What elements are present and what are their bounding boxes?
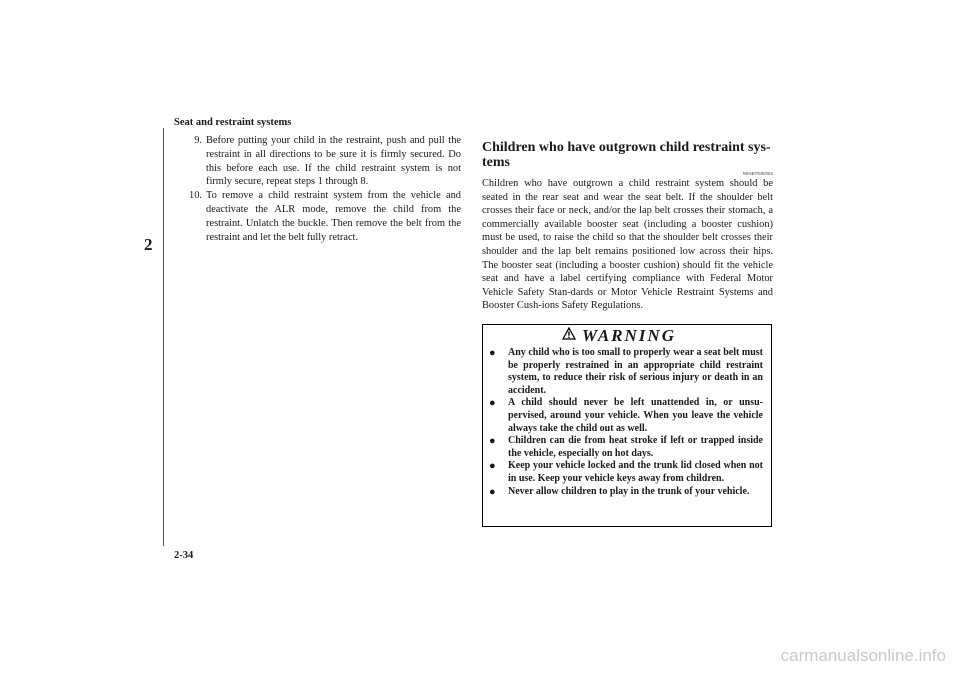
bullet-icon: ● xyxy=(489,347,496,359)
step-text: Before putting your child in the restraint, push and pull the restraint in all directions to be sure it is firmly secured. Do this before each use. If the child restraint system is not firmly secure, repeat steps 1 through 8. xyxy=(206,135,461,188)
warning-list xyxy=(483,347,771,498)
right-column xyxy=(482,140,773,313)
bullet-icon: ● xyxy=(489,397,496,410)
warning-item xyxy=(489,347,763,397)
warning-triangle-icon xyxy=(562,327,576,345)
step-number: 10. xyxy=(189,190,202,202)
warning-header xyxy=(475,325,763,347)
warning-item xyxy=(489,486,763,499)
left-column xyxy=(174,134,461,244)
section-code: N00407600504 xyxy=(742,171,773,176)
step-number: 9. xyxy=(194,135,202,146)
section-heading: Children who have outgrown child restraint sys-tems xyxy=(482,140,771,170)
chapter-tab-number: 2 xyxy=(144,235,153,254)
bullet-icon: ● xyxy=(489,460,496,473)
warning-item xyxy=(489,435,763,460)
warning-item xyxy=(489,397,763,435)
warning-text: Children can die from heat stroke if left or trapped inside the vehicle, especially on hot days. xyxy=(508,435,763,459)
warning-box xyxy=(482,324,772,527)
watermark: carmanualsonline.info xyxy=(780,646,946,665)
warning-text: A child should never be left unattended in, or unsu-pervised, around your vehicle. When you leave the vehicle always take the child out as well. xyxy=(508,397,763,434)
page-number: 2-34 xyxy=(174,550,194,561)
bullet-icon: ● xyxy=(489,435,496,448)
step-item xyxy=(174,189,461,244)
section-body: Children who have outgrown a child restraint system should be seated in the rear seat and wear the seat belt. If the shoulder belt crosses their face or neck, and/or the lap belt crosses their stomach, a commercially available booster seat (including a booster cushion) must be used, to raise the child so that the shoulder belt crosses their shoulder and the lap belt remains positioned low across their hips. The booster seat (including a booster cushion) should fit the vehicle seat and have a label certifying compliance with Federal Motor Vehicle Safety Stan-dards or Motor Vehicle Restraint Systems and Booster Cush-ions Safety Regulations. xyxy=(482,178,773,312)
warning-text: Keep your vehicle locked and the trunk lid closed when not in use. Keep your vehicle keys away from children. xyxy=(508,460,763,484)
step-text: To remove a child restraint system from the vehicle and deactivate the ALR mode, remove the child from the restraint. Unlatch the buckle. Then remove the belt from the restraint and let the belt fully retract. xyxy=(206,190,461,243)
warning-title: WARNING xyxy=(582,326,676,345)
bullet-icon: ● xyxy=(489,485,496,498)
warning-text: Never allow children to play in the trunk of your vehicle. xyxy=(508,485,750,497)
step-item xyxy=(174,134,461,189)
warning-item xyxy=(489,460,763,485)
chapter-side-bar xyxy=(163,128,164,546)
section-header: Seat and restraint systems xyxy=(174,117,292,128)
warning-text: Any child who is too small to properly wear a seat belt must be properly restrained in an appropriate child restraint system, to reduce their risk of serious injury or death in an accident. xyxy=(508,347,763,396)
